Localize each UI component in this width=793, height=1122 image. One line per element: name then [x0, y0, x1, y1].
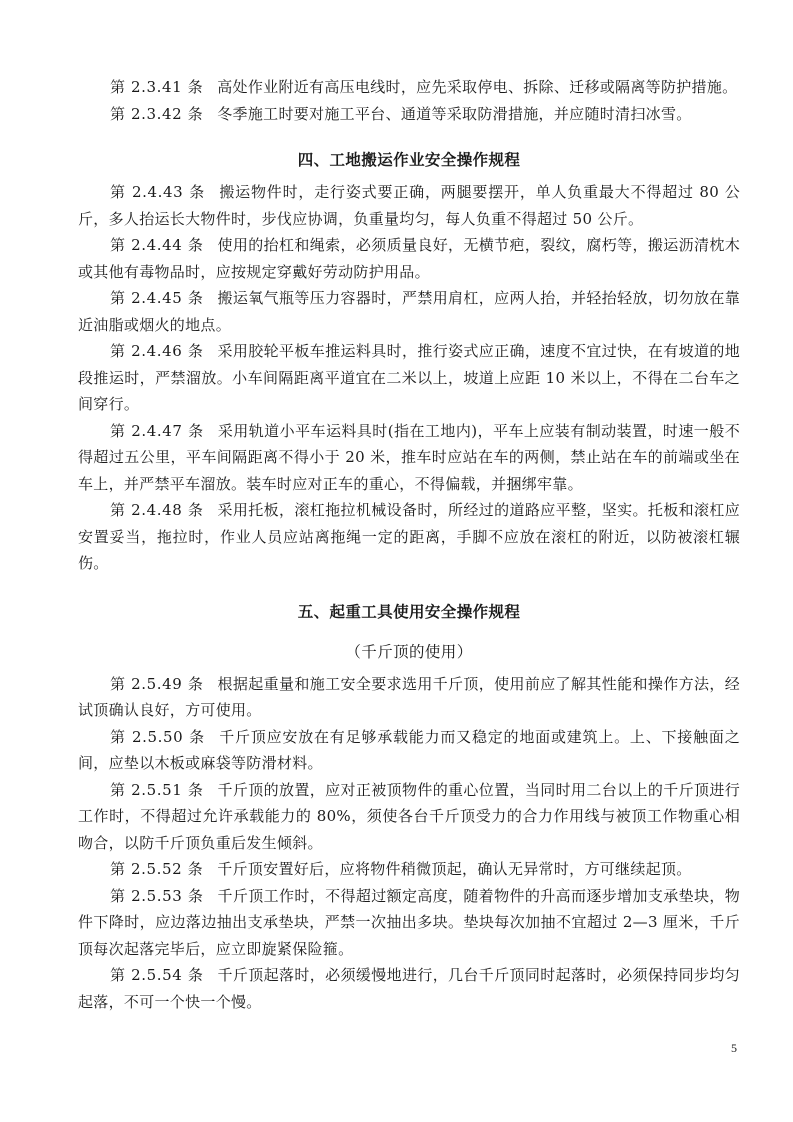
- article-text: 千斤顶安置好后，应将物件稍微顶起，确认无异常时，方可继续起顶。: [217, 860, 692, 878]
- article-2-4-46: [78, 338, 740, 418]
- article-number: 第 2.5.51 条: [110, 780, 204, 799]
- article-2-5-49: [78, 671, 740, 724]
- article-number: 第 2.4.44 条: [110, 236, 204, 254]
- article-2-5-50: [78, 724, 740, 777]
- article-text: 采用轨道小平车运料具时(指在工地内)，平车上应装有制动装置，时速一般不得超过五公里，平车间隔距离不得小于 20 米，推车时应站在车的两侧，禁止站在车的前端或坐在车上，并严禁平车溜放。装车时应对正车的重心，不得偏载，并捆绑牢靠。: [78, 421, 740, 493]
- page-number: 5: [731, 1041, 737, 1055]
- article-number: 第 2.4.46 条: [110, 342, 204, 360]
- article-number: 第 2.3.41 条: [110, 78, 204, 96]
- article-text: 采用胶轮平板车推运料具时，推行姿式应正确，速度不宜过快，在有坡道的地段推运时，严禁溜放。小车间隔距离平道宜在二米以上，坡道上应距 10 米以上，不得在二台车之间穿行。: [78, 342, 740, 413]
- article-2-4-48: [78, 497, 740, 577]
- article-2-3-42: [78, 101, 740, 128]
- article-2-5-52: [78, 856, 740, 883]
- article-text: 采用托板，滚杠拖拉机械设备时，所经过的道路应平整，坚实。托板和滚杠应安置妥当，拖拉时，作业人员应站离拖绳一定的距离，手脚不应放在滚杠的附近，以防被滚杠辗伤。: [78, 501, 740, 572]
- article-text: 搬运氧气瓶等压力容器时，严禁用肩杠，应两人抬，并轻抬轻放，切勿放在靠近油脂或烟火的地点。: [78, 289, 740, 334]
- article-text: 千斤顶应安放在有足够承载能力而又稳定的地面或建筑上。上、下接触面之间，应垫以木板或麻袋等防滑材料。: [78, 727, 740, 772]
- section-4-title: 四、工地搬运作业安全操作规程: [297, 151, 521, 169]
- article-2-4-47: [78, 418, 740, 498]
- article-number: 第 2.5.54 条: [110, 966, 204, 984]
- article-number: 第 2.5.52 条: [110, 860, 204, 878]
- article-2-4-43: [78, 179, 740, 232]
- article-number: 第 2.4.45 条: [110, 289, 204, 307]
- article-2-4-45: [78, 285, 740, 338]
- article-text: 使用的抬杠和绳索，必须质量良好，无横节疤，裂纹，腐朽等，搬运沥清枕木或其他有毒物品时，应按规定穿戴好劳动防护用品。: [78, 236, 740, 281]
- article-number: 第 2.5.50 条: [110, 727, 206, 746]
- article-number: 第 2.4.47 条: [110, 421, 204, 440]
- article-number: 第 2.5.49 条: [110, 674, 204, 693]
- article-text: 根据起重量和施工安全要求选用千斤顶，使用前应了解其性能和操作方法，经试顶确认良好，方可使用。: [78, 674, 740, 719]
- article-text: 千斤顶工作时，不得超过额定高度，随着物件的升高而逐步增加支承垫块，物件下降时，应边落边抽出支承垫块，严禁一次抽出多块。垫块每次加抽不宜超过 2—3 厘米，千斤顶每次起落完毕后，应立即旋紧保险箍。: [78, 886, 740, 958]
- article-text: 千斤顶的放置，应对正被顶物件的重心位置，当同时用二台以上的千斤顶进行工作时，不得超过允许承载能力的 80%，须使各台千斤顶受力的合力作用线与被顶工作物重心相吻合，以防千斤顶负重后发生倾斜。: [78, 780, 740, 852]
- article-2-4-44: [78, 232, 740, 285]
- article-text: 冬季施工时要对施工平台、通道等采取防滑措施，并应随时清扫冰雪。: [217, 104, 692, 123]
- article-2-5-51: [78, 777, 740, 857]
- page-content: [78, 74, 740, 1015]
- article-number: 第 2.4.43 条: [110, 183, 206, 201]
- article-text: 千斤顶起落时，必须缓慢地进行，几台千斤顶同时起落时，必须保持同步均匀起落，不可一个快一个慢。: [78, 966, 740, 1011]
- article-text: 高处作业附近有高压电线时，应先采取停电、拆除、迁移或隔离等防护措施。: [217, 78, 738, 96]
- article-text: 搬运物件时，走行姿式要正确，两腿要摆开，单人负重最大不得超过 80 公斤，多人抬运长大物件时，步伐应协调，负重量均匀，每人负重不得超过 50 公斤。: [78, 183, 740, 228]
- article-2-3-41: [78, 74, 740, 101]
- section-5-subtitle: （千斤顶的使用）: [345, 642, 473, 661]
- article-number: 第 2.5.53 条: [110, 886, 204, 905]
- article-number: 第 2.3.42 条: [110, 104, 204, 123]
- article-2-5-54: [78, 962, 740, 1015]
- article-2-5-53: [78, 883, 740, 963]
- section-5-title: 五、起重工具使用安全操作规程: [297, 602, 521, 621]
- article-number: 第 2.4.48 条: [110, 501, 204, 519]
